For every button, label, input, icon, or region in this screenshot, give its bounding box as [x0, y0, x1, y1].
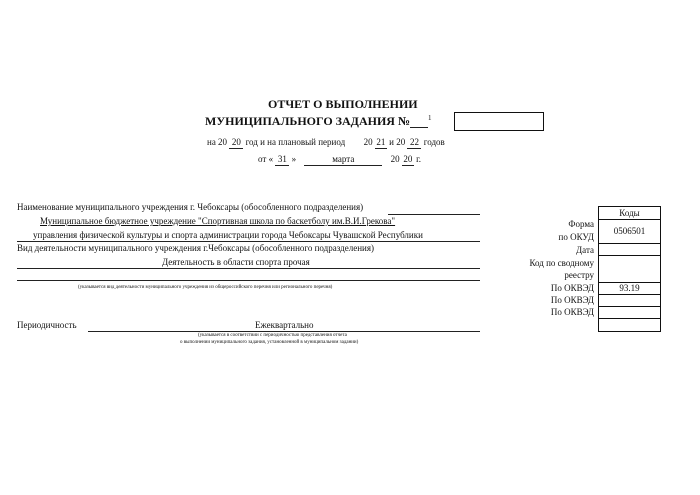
activity-value: Деятельность в области спорта прочая [162, 257, 310, 267]
periodicity-note1: (указывается в соответствии с периодичностью представления отчета [198, 333, 347, 338]
date-code-label: Дата [576, 245, 594, 255]
okved3-label: По ОКВЭД [550, 307, 594, 317]
date-prefix: от « [258, 154, 274, 164]
period-y2-prefix: 20 [363, 137, 373, 147]
period-mid: год и на плановый период [245, 137, 346, 147]
period-prefix: на 20 [207, 137, 228, 147]
institution-line2-underline [17, 241, 480, 242]
period-suffix: годов [423, 137, 445, 147]
activity-label: Вид деятельности муниципального учреждения г.Чебоксары (обособленного подразделения) [17, 243, 374, 253]
date-year: 20 [403, 154, 413, 164]
institution-label: Наименование муниципального учреждения г. Чебоксары (обособленного подразделения) [17, 202, 364, 212]
activity-underline [17, 268, 480, 269]
form-label-1: Форма [568, 219, 594, 229]
report-title-line2 [205, 114, 432, 129]
institution-name-line2: управления физической культуры и спорта администрации города Чебоксары Чувашской Республики [33, 230, 423, 240]
period-year: 20 [229, 137, 243, 149]
task-number-box [454, 112, 544, 131]
date-quote-close: » [291, 154, 297, 164]
periodicity-note2: о выполнении муниципального задания, установленной в муниципальном задании) [180, 340, 359, 345]
activity-extra-line [17, 280, 480, 281]
activity-note: (указывается вид деятельности муниципального учреждения из общероссийского перечня или регионального перечня) [78, 285, 333, 290]
periodicity-underline [88, 331, 480, 332]
institution-label-underline [388, 214, 480, 215]
date-line [258, 154, 421, 166]
okved1-label: По ОКВЭД [550, 283, 594, 293]
date-year-prefix: 20 [390, 154, 400, 164]
period-and: и 20 [389, 137, 406, 147]
period-y2: 21 [376, 137, 386, 147]
registry-cell [598, 255, 661, 283]
codes-header-cell: Коды [598, 206, 661, 220]
okud-cell: 0506501 [598, 219, 661, 244]
registry-label-1: Код по сводному [529, 258, 594, 268]
task-number-footnote: 1 [428, 114, 432, 122]
okved2-label: По ОКВЭД [550, 295, 594, 305]
institution-name-line1: Муниципальное бюджетное учреждение "Спортивная школа по баскетболу им.В.И.Грекова" [40, 216, 396, 226]
periodicity-label: Периодичность [17, 320, 77, 330]
report-title-text: МУНИЦИПАЛЬНОГО ЗАДАНИЯ № [205, 114, 410, 128]
codes-bottom-cell [598, 318, 661, 332]
period-line [207, 137, 445, 149]
okved1-cell: 93.19 [598, 282, 661, 295]
date-suffix: г. [416, 154, 422, 164]
task-number-blank [410, 116, 428, 128]
registry-label-2: реестру [564, 270, 594, 280]
period-y3: 22 [407, 137, 421, 149]
date-month: марта [304, 154, 382, 166]
periodicity-value: Ежеквартально [255, 320, 314, 330]
date-day: 31 [275, 154, 289, 166]
form-label-2: по ОКУД [558, 232, 594, 242]
report-title-line1: ОТЧЕТ О ВЫПОЛНЕНИИ [268, 97, 418, 111]
